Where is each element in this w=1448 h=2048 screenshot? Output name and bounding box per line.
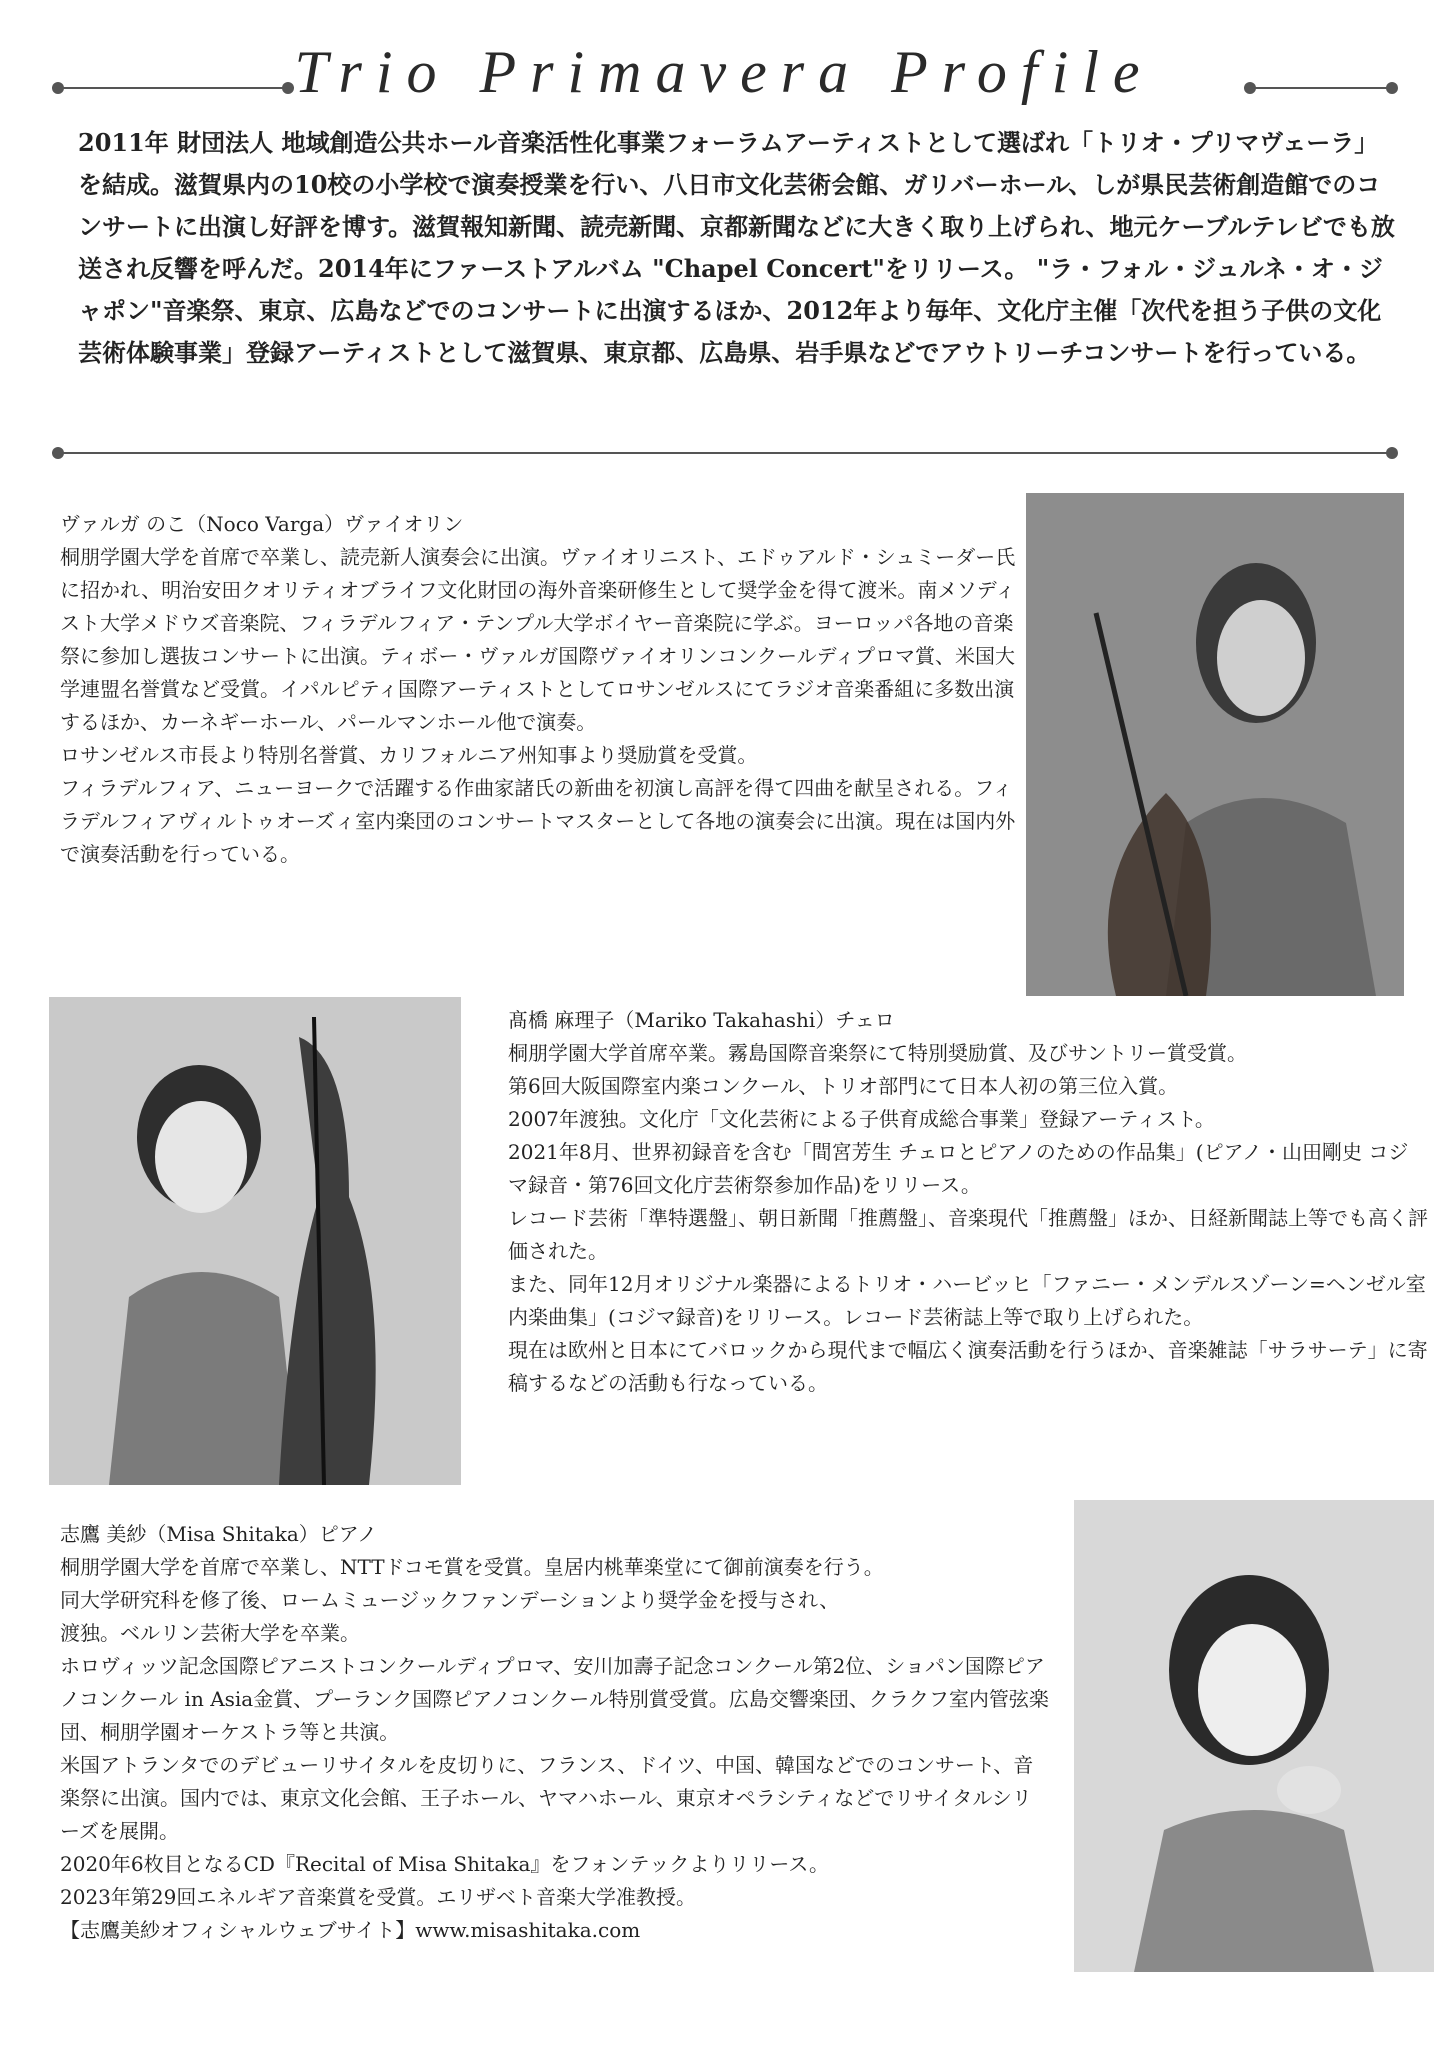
page-title: Trio Primavera Profile (294, 39, 1154, 105)
cellist-heading: 髙橋 麻理子（Mariko Takahashi）チェロ (508, 1008, 895, 1032)
cellist-bio-2: 第6回大阪国際室内楽コンクール、トリオ部門にて日本人初の第三位入賞。 (508, 1074, 1179, 1098)
cellist-bio-3: 2007年渡独。文化庁「文化芸術による子供育成総合事業」登録アーティスト。 (508, 1107, 1215, 1131)
violinist-bio-2: ロサンゼルス市長より特別名誉賞、カリフォルニア州知事より奨励賞を受賞。 (60, 743, 758, 767)
pianist-bio-2: 同大学研究科を修了後、ロームミュージックファンデーションより奨学金を授与され、 (60, 1588, 840, 1612)
violinist-heading: ヴァルガ のこ（Noco Varga）ヴァイオリン (60, 512, 464, 536)
title-rule-right (1250, 87, 1392, 89)
pianist-photo (1074, 1500, 1434, 1972)
cellist-bio-6: また、同年12月オリジナル楽器によるトリオ・ハービッヒ「ファニー・メンデルスゾーン=ヘンゼル室内楽曲集」(コジマ録音)をリリース。レコード芸術誌上等で取り上げられた。 (508, 1272, 1426, 1329)
pianist-website: 【志鷹美紗オフィシャルウェブサイト】www.misashitaka.com (60, 1918, 641, 1942)
pianist-heading: 志鷹 美紗（Misa Shitaka）ピアノ (60, 1522, 378, 1546)
cellist-profile (508, 1004, 1428, 1400)
pianist-bio-4: ホロヴィッツ記念国際ピアニストコンクールディプロマ、安川加壽子記念コンクール第2位、ショパン国際ピアノコンクール in Asia金賞、プーランク国際ピアノコンクール特別賞受賞。広島交響楽団、クラクフ室内管弦楽団、桐朋学園オーケストラ等と共演。 (60, 1654, 1049, 1744)
pianist-bio-6: 2020年6枚目となるCD『Recital of Misa Shitaka』をフォンテックよりリリース。 (60, 1852, 829, 1876)
pianist-bio-3: 渡独。ベルリン芸術大学を卒業。 (60, 1621, 360, 1645)
cellist-photo (49, 997, 461, 1485)
pianist-bio-1: 桐朋学園大学を首席で卒業し、NTTドコモ賞を受賞。皇居内桃華楽堂にて御前演奏を行う。 (60, 1555, 884, 1579)
section-divider (58, 452, 1392, 454)
pianist-profile (60, 1518, 1050, 1947)
violinist-photo (1026, 493, 1404, 996)
intro-paragraph: 2011年 財団法人 地域創造公共ホール音楽活性化事業フォーラムアーティストとして選ばれ「トリオ・プリマヴェーラ」を結成。滋賀県内の10校の小学校で演奏授業を行い、八日市文化芸術会館、ガリバーホール、しが県民芸術創造館でのコンサートに出演し好評を博す。滋賀報知新聞、読売新聞、京都新聞などに大きく取り上げられ、地元ケーブルテレビでも放送され反響を呼んだ。2014年にファーストアルバム "Chapel Concert"をリリース。 "ラ・フォル・ジュルネ・オ・ジャポン"音楽祭、東京、広島などでのコンサートに出演するほか、2012年より毎年、文化庁主催「次代を担う子供の文化芸術体験事業」登録アーティストとして滋賀県、東京都、広島県、岩手県などでアウトリーチコンサートを行っている。 (78, 128, 1395, 367)
pianist-bio-7: 2023年第29回エネルギア音楽賞を受賞。エリザベト音楽大学准教授。 (60, 1885, 696, 1909)
violinist-profile (60, 508, 1020, 871)
violinist-bio-1: 桐朋学園大学を首席で卒業し、読売新人演奏会に出演。ヴァイオリニスト、エドゥアルド・シュミーダー氏に招かれ、明治安田クオリティオブライフ文化財団の海外音楽研修生として奨学金を得て渡米。南メソディスト大学メドウズ音楽院、フィラデルフィア・テンプル大学ボイヤー音楽院に学ぶ。ヨーロッパ各地の音楽祭に参加し選抜コンサートに出演。ティボー・ヴァルガ国際ヴァイオリンコンクールディプロマ賞、米国大学連盟名誉賞など受賞。イパルピティ国際アーティストとしてロサンゼルスにてラジオ音楽番組に多数出演するほか、カーネギーホール、パールマンホール他で演奏。 (60, 545, 1016, 734)
title-rule-left (58, 87, 288, 89)
cellist-bio-7: 現在は欧州と日本にてバロックから現代まで幅広く演奏活動を行うほか、音楽雑誌「サラサーテ」に寄稿するなどの活動も行なっている。 (508, 1338, 1428, 1395)
cellist-bio-4: 2021年8月、世界初録音を含む「間宮芳生 チェロとピアノのための作品集」(ピアノ・山田剛史 コジマ録音・第76回文化庁芸術祭参加作品)をリリース。 (508, 1140, 1409, 1197)
cellist-bio-5: レコード芸術「準特選盤」、朝日新聞「推薦盤」、音楽現代「推薦盤」ほか、日経新聞誌上等でも高く評価された。 (508, 1206, 1428, 1263)
violinist-bio-3: フィラデルフィア、ニューヨークで活躍する作曲家諸氏の新曲を初演し高評を得て四曲を献呈される。フィラデルフィアヴィルトゥオーズィ室内楽団のコンサートマスターとして各地の演奏会に出演。現在は国内外で演奏活動を行っている。 (60, 776, 1016, 866)
pianist-bio-5: 米国アトランタでのデビューリサイタルを皮切りに、フランス、ドイツ、中国、韓国などでのコンサート、音楽祭に出演。国内では、東京文化会館、王子ホール、ヤマハホール、東京オペラシティなどでリサイタルシリーズを展開。 (60, 1753, 1034, 1843)
cellist-bio-1: 桐朋学園大学首席卒業。霧島国際音楽祭にて特別奨励賞、及びサントリー賞受賞。 (508, 1041, 1247, 1065)
